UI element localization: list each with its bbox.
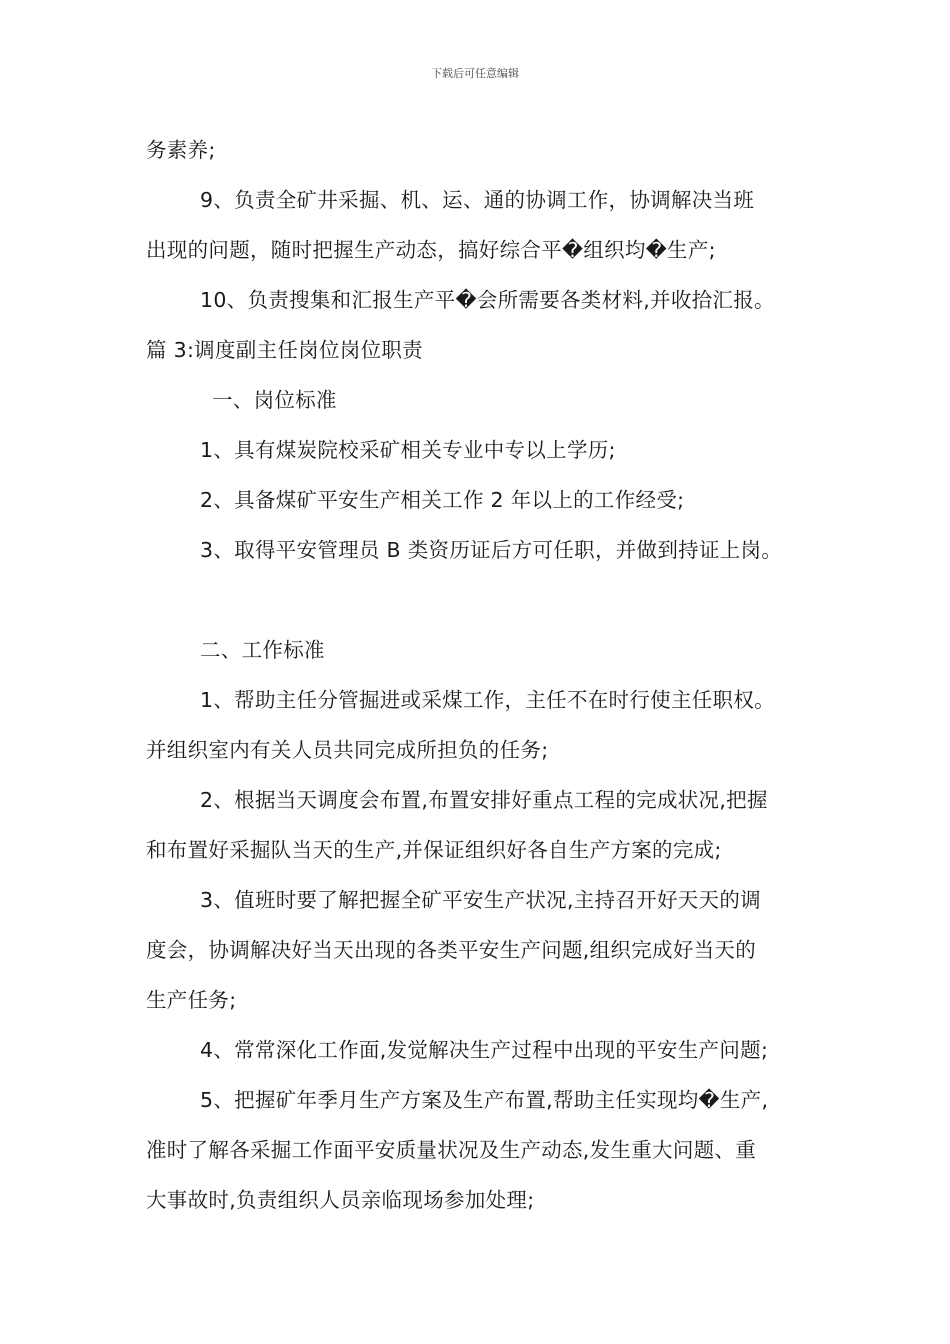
text-line: 2、根据当天调度会布置,布置安排好重点工程的完成状况,把握 xyxy=(200,788,768,812)
text-line: 5、把握矿年季月生产方案及生产布置,帮助主任实现均�生产, xyxy=(200,1088,769,1112)
text-line: 出现的问题，随时把握生产动态，搞好综合平�组织均�生产; xyxy=(146,238,716,262)
text-line: 度会，协调解决好当天出现的各类平安生产问题,组织完成好当天的 xyxy=(146,938,757,962)
text-line: 4、常常深化工作面,发觉解决生产过程中出现的平安生产问题; xyxy=(200,1038,769,1062)
text-line: 和布置好采掘队当天的生产,并保证组织好各自生产方案的完成; xyxy=(146,838,722,862)
text-line: 3、值班时要了解把握全矿平安生产状况,主持召开好天天的调 xyxy=(200,888,761,912)
text-line: 务素养; xyxy=(146,138,216,162)
text-line: 2、具备煤矿平安生产相关工作 2 年以上的工作经受; xyxy=(200,488,685,512)
text-line: 大事故时,负责组织人员亲临现场参加处理; xyxy=(146,1188,535,1212)
page-header: 下载后可任意编辑 xyxy=(431,67,519,80)
text-line: 并组织室内有关人员共同完成所担负的任务; xyxy=(146,738,549,762)
text-line: 1、具有煤炭院校采矿相关专业中专以上学历; xyxy=(200,438,616,462)
subsection-heading: 二、工作标准 xyxy=(200,638,325,662)
text-line: 1、帮助主任分管掘进或采煤工作，主任不在时行使主任职权。 xyxy=(200,688,775,712)
text-line: 9、负责全矿井采掘、机、运、通的协调工作，协调解决当班 xyxy=(200,188,755,212)
subsection-heading: 一、岗位标准 xyxy=(212,388,337,412)
section-heading: 篇 3:调度副主任岗位岗位职责 xyxy=(146,338,423,362)
text-line: 准时了解各采掘工作面平安质量状况及生产动态,发生重大问题、重 xyxy=(146,1138,757,1162)
text-line: 3、取得平安管理员 B 类资历证后方可任职，并做到持证上岗。 xyxy=(200,538,783,562)
text-line: 10、负责搜集和汇报生产平�会所需要各类材料,并收拾汇报。 xyxy=(200,288,775,312)
text-line: 生产任务; xyxy=(146,988,237,1012)
